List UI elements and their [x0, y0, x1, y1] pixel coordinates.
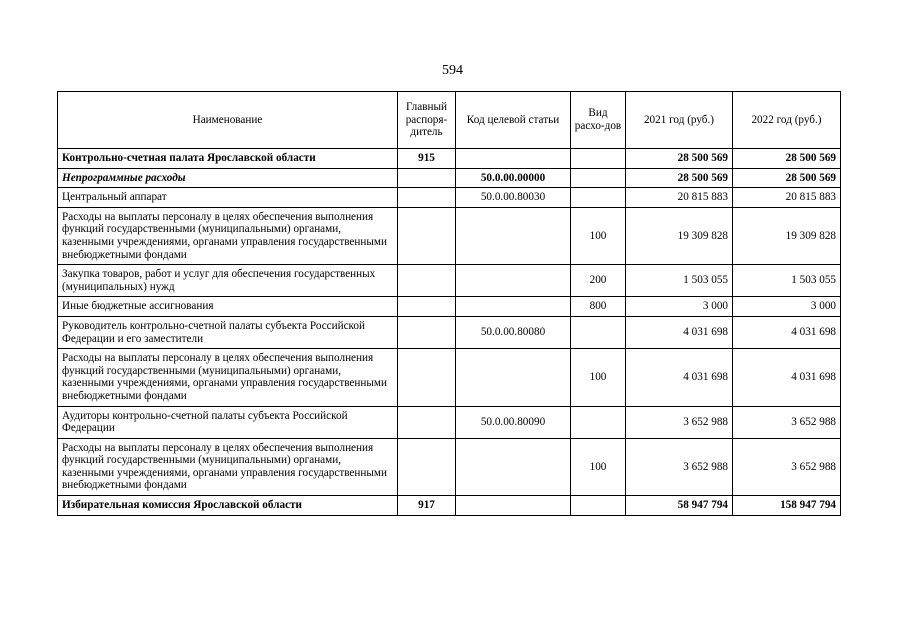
- cell-main-manager: [398, 438, 456, 495]
- cell-main-manager: [398, 349, 456, 406]
- cell-expense-kind: [571, 188, 626, 208]
- cell-name: Непрограммные расходы: [58, 168, 398, 188]
- cell-year-2022: 1 503 055: [733, 265, 841, 297]
- cell-expense-kind: [571, 496, 626, 516]
- table-row: [58, 406, 841, 438]
- cell-expense-kind: 800: [571, 297, 626, 317]
- cell-name: Расходы на выплаты персоналу в целях обеспечения выполнения функций государственными (муниципальными) органами, казенными учреждениями, органами управления государственными внебюджетными фондами: [58, 207, 398, 264]
- cell-year-2022: 4 031 698: [733, 316, 841, 348]
- table-row: [58, 207, 841, 264]
- table-row: [58, 297, 841, 317]
- cell-target-code: 50.0.00.80030: [456, 188, 571, 208]
- table-row: [58, 316, 841, 348]
- cell-main-manager: [398, 406, 456, 438]
- cell-year-2022: 158 947 794: [733, 496, 841, 516]
- cell-main-manager: 915: [398, 149, 456, 169]
- cell-year-2021: 3 652 988: [626, 406, 733, 438]
- cell-year-2022: 28 500 569: [733, 149, 841, 169]
- budget-table: [57, 91, 841, 516]
- cell-main-manager: 917: [398, 496, 456, 516]
- cell-year-2021: 19 309 828: [626, 207, 733, 264]
- cell-name: Избирательная комиссия Ярославской области: [58, 496, 398, 516]
- cell-target-code: [456, 265, 571, 297]
- table-row: [58, 496, 841, 516]
- cell-target-code: [456, 438, 571, 495]
- table-row: [58, 438, 841, 495]
- cell-main-manager: [398, 297, 456, 317]
- cell-name: Иные бюджетные ассигнования: [58, 297, 398, 317]
- cell-expense-kind: 200: [571, 265, 626, 297]
- cell-main-manager: [398, 316, 456, 348]
- header-main-manager: Главный распоря-дитель: [398, 92, 456, 149]
- cell-main-manager: [398, 265, 456, 297]
- header-name: Наименование: [58, 92, 398, 149]
- header-year-2022: 2022 год (руб.): [733, 92, 841, 149]
- cell-year-2021: 4 031 698: [626, 316, 733, 348]
- header-expense-kind: Вид расхо-дов: [571, 92, 626, 149]
- cell-year-2021: 3 000: [626, 297, 733, 317]
- cell-year-2022: 4 031 698: [733, 349, 841, 406]
- cell-year-2021: 1 503 055: [626, 265, 733, 297]
- cell-year-2021: 4 031 698: [626, 349, 733, 406]
- cell-target-code: 50.0.00.80080: [456, 316, 571, 348]
- cell-year-2021: 20 815 883: [626, 188, 733, 208]
- table-body: [58, 149, 841, 516]
- cell-name: Расходы на выплаты персоналу в целях обеспечения выполнения функций государственными (муниципальными) органами, казенными учреждениями, органами управления государственными внебюджетными фондами: [58, 438, 398, 495]
- table-row: [58, 149, 841, 169]
- cell-expense-kind: [571, 406, 626, 438]
- cell-name: Центральный аппарат: [58, 188, 398, 208]
- cell-name: Контрольно-счетная палата Ярославской области: [58, 149, 398, 169]
- cell-year-2021: 3 652 988: [626, 438, 733, 495]
- table-header-row: [58, 92, 841, 149]
- cell-target-code: 50.0.00.00000: [456, 168, 571, 188]
- cell-expense-kind: [571, 316, 626, 348]
- cell-target-code: [456, 349, 571, 406]
- cell-target-code: [456, 149, 571, 169]
- cell-name: Расходы на выплаты персоналу в целях обеспечения выполнения функций государственными (муниципальными) органами, казенными учреждениями, органами управления государственными внебюджетными фондами: [58, 349, 398, 406]
- cell-expense-kind: 100: [571, 207, 626, 264]
- cell-target-code: [456, 496, 571, 516]
- cell-year-2021: 58 947 794: [626, 496, 733, 516]
- cell-expense-kind: 100: [571, 349, 626, 406]
- cell-year-2022: 28 500 569: [733, 168, 841, 188]
- cell-year-2022: 3 000: [733, 297, 841, 317]
- table-row: [58, 349, 841, 406]
- cell-year-2022: 3 652 988: [733, 406, 841, 438]
- header-target-code: Код целевой статьи: [456, 92, 571, 149]
- table-row: [58, 188, 841, 208]
- cell-year-2022: 20 815 883: [733, 188, 841, 208]
- header-year-2021: 2021 год (руб.): [626, 92, 733, 149]
- cell-main-manager: [398, 188, 456, 208]
- cell-year-2022: 3 652 988: [733, 438, 841, 495]
- cell-target-code: [456, 207, 571, 264]
- cell-name: Закупка товаров, работ и услуг для обеспечения государственных (муниципальных) нужд: [58, 265, 398, 297]
- cell-main-manager: [398, 207, 456, 264]
- cell-target-code: 50.0.00.80090: [456, 406, 571, 438]
- cell-expense-kind: 100: [571, 438, 626, 495]
- cell-year-2021: 28 500 569: [626, 149, 733, 169]
- cell-main-manager: [398, 168, 456, 188]
- cell-name: Аудиторы контрольно-счетной палаты субъекта Российской Федерации: [58, 406, 398, 438]
- cell-expense-kind: [571, 149, 626, 169]
- cell-name: Руководитель контрольно-счетной палаты субъекта Российской Федерации и его заместители: [58, 316, 398, 348]
- cell-expense-kind: [571, 168, 626, 188]
- cell-year-2021: 28 500 569: [626, 168, 733, 188]
- page-number: 594: [442, 63, 463, 78]
- table-row: [58, 168, 841, 188]
- table-row: [58, 265, 841, 297]
- cell-target-code: [456, 297, 571, 317]
- cell-year-2022: 19 309 828: [733, 207, 841, 264]
